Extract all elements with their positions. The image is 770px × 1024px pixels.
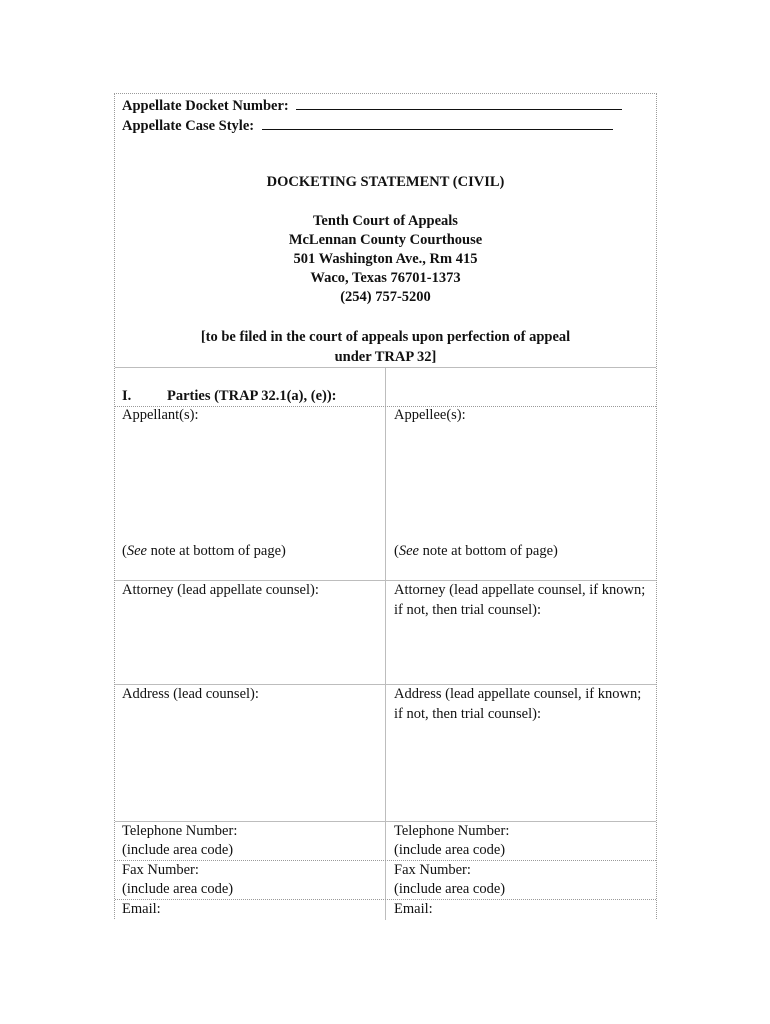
appellant-fax-label[interactable]: Fax Number:	[122, 862, 199, 878]
section-number: I.	[122, 388, 132, 404]
appellee-address-field[interactable]	[391, 728, 653, 816]
appellant-address-label: Address (lead counsel):	[122, 686, 259, 702]
appellant-attorney-field[interactable]	[119, 624, 381, 679]
form-title: DOCKETING STATEMENT (CIVIL)	[266, 174, 505, 190]
filing-note-line1: [to be filed in the court of appeals upon perfection of appeal	[200, 329, 571, 345]
court-phone: (254) 757-5200	[340, 289, 431, 305]
appellants-field[interactable]	[119, 428, 381, 538]
appellant-attorney-label: Attorney (lead appellate counsel):	[122, 582, 319, 598]
docket-number-label: Appellate Docket Number:	[122, 98, 289, 114]
appellant-fax-sub: (include area code)	[122, 881, 234, 897]
appellant-address-field[interactable]	[119, 728, 381, 816]
case-style-row	[122, 115, 613, 137]
appellees-see-note	[394, 542, 558, 562]
appellee-attorney-field[interactable]	[391, 624, 653, 679]
open-paren: (	[122, 543, 127, 559]
case-style-blank[interactable]	[262, 115, 613, 130]
docket-number-blank[interactable]	[296, 95, 622, 110]
appellee-telephone-sub: (include area code)	[394, 842, 506, 858]
appellant-telephone-sub: (include area code)	[122, 842, 234, 858]
see-italic: See	[398, 543, 419, 559]
appellant-telephone-label[interactable]: Telephone Number:	[122, 823, 238, 839]
see-note-text: note at bottom of page)	[418, 543, 558, 559]
appellee-fax-label[interactable]: Fax Number:	[394, 862, 471, 878]
appellee-telephone-label[interactable]: Telephone Number:	[394, 823, 510, 839]
appellants-label: Appellant(s):	[122, 407, 199, 423]
appellees-field[interactable]	[391, 428, 653, 538]
see-note-text: note at bottom of page)	[146, 543, 286, 559]
open-paren: (	[394, 543, 399, 559]
appellees-label: Appellee(s):	[394, 407, 466, 423]
appellant-email-label[interactable]: Email:	[122, 901, 161, 917]
docket-number-row	[122, 95, 622, 117]
appellee-email-label[interactable]: Email:	[394, 901, 433, 917]
section-title: Parties (TRAP 32.1(a), (e)):	[167, 388, 337, 404]
filing-note-line2: under TRAP 32]	[334, 349, 437, 365]
docketing-statement-form	[114, 93, 657, 919]
court-name: Tenth Court of Appeals	[313, 213, 458, 229]
case-style-label: Appellate Case Style:	[122, 118, 255, 134]
appellants-see-note	[122, 542, 286, 562]
court-city: Waco, Texas 76701-1373	[310, 270, 461, 286]
appellee-fax-sub: (include area code)	[394, 881, 506, 897]
court-street: 501 Washington Ave., Rm 415	[293, 251, 478, 267]
appellee-address-line1: Address (lead appellate counsel, if known;	[394, 686, 642, 702]
appellee-attorney-line2: if not, then trial counsel):	[394, 602, 541, 618]
appellee-attorney-line1: Attorney (lead appellate counsel, if known;	[394, 582, 646, 598]
see-italic: See	[126, 543, 147, 559]
court-building: McLennan County Courthouse	[288, 232, 483, 248]
appellee-address-line2: if not, then trial counsel):	[394, 706, 541, 722]
column-divider	[385, 367, 386, 920]
